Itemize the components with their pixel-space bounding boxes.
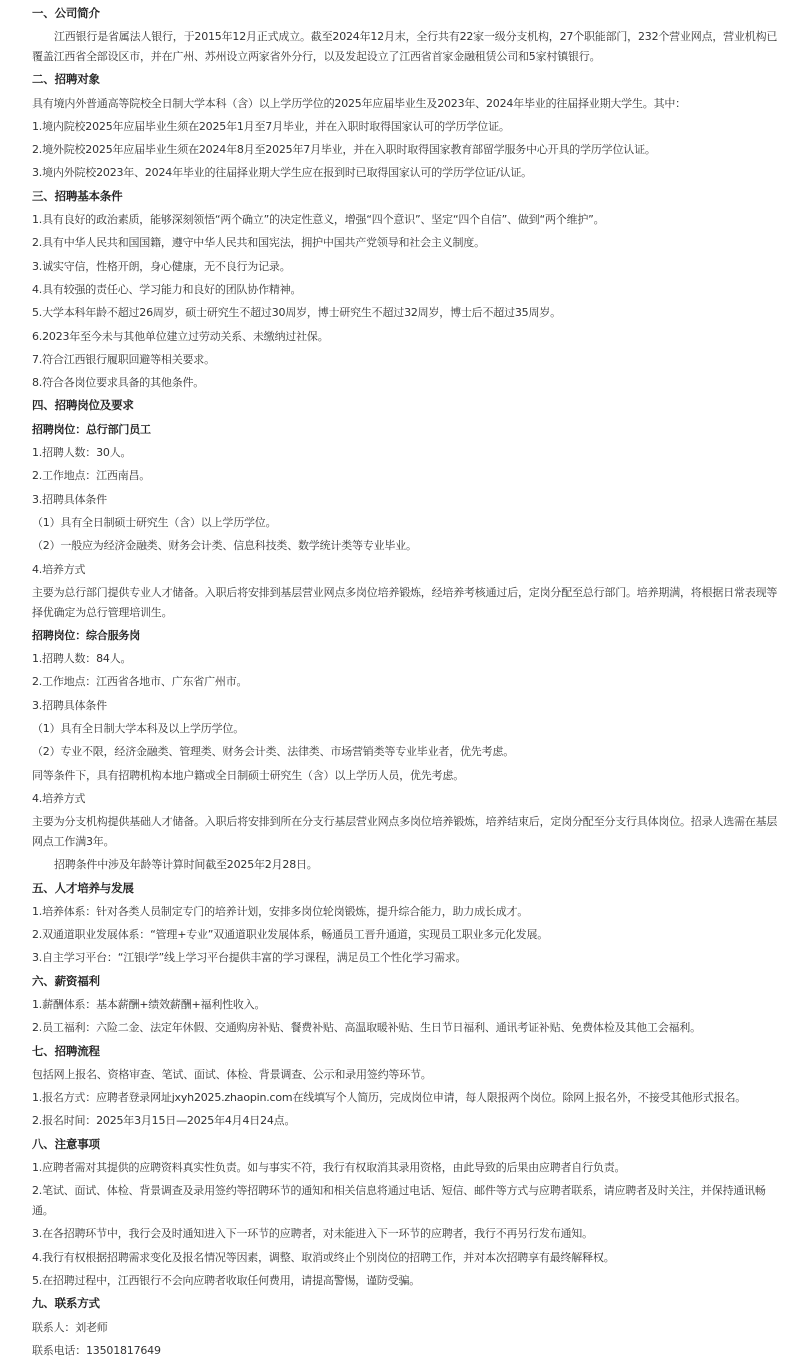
process-item: 2.报名时间：2025年3月15日—2025年4月4日24点。 xyxy=(32,1114,296,1128)
requirement-item: 5.大学本科年龄不超过26周岁，硕士研究生不超过30周岁，博士研究生不超过32周岁，博士后不超过35周岁。 xyxy=(32,306,561,320)
position-location: 2.工作地点：江西南昌。 xyxy=(32,469,151,483)
position-conditions-label: 3.招聘具体条件 xyxy=(32,492,107,506)
requirement-item: 7.符合江西银行履职回避等相关要求。 xyxy=(32,352,215,366)
position-condition-item: （1）具有全日制硕士研究生（含）以上学历学位。 xyxy=(32,515,277,529)
target-item: 1.境内院校2025年应届毕业生须在2025年1月至7月毕业，并在入职时取得国家认可的学历学位证。 xyxy=(32,119,510,133)
requirement-item: 4.具有较强的责任心、学习能力和良好的团队协作精神。 xyxy=(32,282,302,296)
development-item: 1.培养体系：针对各类人员制定专门的培养计划，安排多岗位轮岗锻炼，提升综合能力，助力成长成才。 xyxy=(32,904,529,918)
position-training-label: 4.培养方式 xyxy=(32,791,86,805)
position-condition-item: （2）一般应为经济金融类、财务会计类、信息科技类、数学统计类等专业毕业。 xyxy=(32,539,417,553)
section-title-positions: 四、招聘岗位及要求 xyxy=(32,398,134,413)
position-training-text: 主要为分支机构提供基础人才储备。入职后将安排到所在分支行基层营业网点多岗位培养锻炼，培养结束后，定岗分配至分支行具体岗位。招录人选需在基层网点工作满3年。 xyxy=(32,815,778,849)
process-item: 1.报名方式：应聘者登录网址jxyh2025.zhaopin.com在线填写个人简历，完成岗位申请，每人限报两个岗位。除网上报名外，不接受其他形式报名。 xyxy=(32,1091,747,1105)
section-title-salary-benefits: 六、薪资福利 xyxy=(32,973,100,988)
position-condition-item: （1）具有全日制大学本科及以上学历学位。 xyxy=(32,722,244,736)
position-location: 2.工作地点：江西省各地市、广东省广州市。 xyxy=(32,675,248,689)
notice-item: 5.在招聘过程中，江西银行不会向应聘者收取任何费用，请提高警惕，谨防受骗。 xyxy=(32,1273,421,1287)
position-training-label: 4.培养方式 xyxy=(32,562,86,576)
notice-item: 2.笔试、面试、体检、背景调查及录用签约等招聘环节的通知和相关信息将通过电话、短信、邮件等方式与应聘者联系，请应聘者及时关注，并保持通讯畅通。 xyxy=(32,1184,766,1218)
requirement-item: 6.2023年至今未与其他单位建立过劳动关系、未缴纳过社保。 xyxy=(32,329,329,343)
development-item: 2.双通道职业发展体系：“管理+专业”双通道职业发展体系，畅通员工晋升通道，实现员工职业多元化发展。 xyxy=(32,928,549,942)
target-item: 2.境外院校2025年应届毕业生须在2024年8月至2025年7月毕业，并在入职时取得国家教育部留学服务中心开具的学历学位认证。 xyxy=(32,143,656,157)
position-title-head-office: 招聘岗位：总行部门员工 xyxy=(32,422,151,436)
notice-item: 1.应聘者需对其提供的应聘资料真实性负责。如与事实不符，我行有权取消其录用资格，由此导致的后果由应聘者自行负责。 xyxy=(32,1161,626,1175)
contact-person: 联系人：刘老师 xyxy=(32,1320,108,1334)
target-item: 3.境内外院校2023年、2024年毕业的往届择业期大学生应在报到时已取得国家认可的学历学位证/认证。 xyxy=(32,166,532,180)
position-title-general-service: 招聘岗位：综合服务岗 xyxy=(32,628,140,642)
position-condition-item: （2）专业不限，经济金融类、管理类、财务会计类、法律类、市场营销类等专业毕业者，优先考虑。 xyxy=(32,745,514,759)
section-title-basic-requirements: 三、招聘基本条件 xyxy=(32,188,123,203)
notice-item: 3.在各招聘环节中，我行会及时通知进入下一环节的应聘者，对未能进入下一环节的应聘者，我行不再另行发布通知。 xyxy=(32,1227,593,1241)
position-training-text: 主要为总行部门提供专业人才储备。入职后将安排到基层营业网点多岗位培养锻炼，经培养考核通过后，定岗分配至总行部门。培养期满，将根据日常表现等择优确定为总行管理培训生。 xyxy=(32,585,778,619)
requirement-item: 1.具有良好的政治素质，能够深刻领悟“两个确立”的决定性意义，增强“四个意识”、坚定“四个自信”、做到“两个维护”。 xyxy=(32,213,605,227)
notice-item: 4.我行有权根据招聘需求变化及报名情况等因素，调整、取消或终止个别岗位的招聘工作，并对本次招聘享有最终解释权。 xyxy=(32,1250,615,1264)
section-title-talent-development: 五、人才培养与发展 xyxy=(32,880,134,895)
section-title-recruitment-process: 七、招聘流程 xyxy=(32,1043,100,1058)
requirement-item: 8.符合各岗位要求具备的其他条件。 xyxy=(32,376,205,390)
position-condition-item: 同等条件下，具有招聘机构本地户籍或全日制硕士研究生（含）以上学历人员，优先考虑。 xyxy=(32,768,464,782)
process-intro: 包括网上报名、资格审查、笔试、面试、体检、背景调查、公示和录用签约等环节。 xyxy=(32,1067,432,1081)
development-item: 3.自主学习平台：“江银i学”线上学习平台提供丰富的学习课程，满足员工个性化学习需求。 xyxy=(32,951,467,965)
target-intro: 具有境内外普通高等院校全日制大学本科（含）以上学历学位的2025年应届毕业生及2023年、2024年毕业的往届择业期大学生。其中： xyxy=(32,96,686,110)
position-headcount: 1.招聘人数：84人。 xyxy=(32,652,132,666)
section-title-company-intro: 一、公司简介 xyxy=(32,6,100,20)
section-title-notices: 八、注意事项 xyxy=(32,1136,100,1151)
age-calculation-note: 招聘条件中涉及年龄等计算时间截至2025年2月28日。 xyxy=(54,858,318,872)
requirement-item: 3.诚实守信，性格开朗，身心健康，无不良行为记录。 xyxy=(32,259,291,273)
section-title-recruitment-target: 二、招聘对象 xyxy=(32,72,100,87)
position-conditions-label: 3.招聘具体条件 xyxy=(32,698,107,712)
benefit-item: 1.薪酬体系：基本薪酬+绩效薪酬+福利性收入。 xyxy=(32,997,266,1011)
benefit-item: 2.员工福利：六险二金、法定年休假、交通购房补贴、餐费补贴、高温取暖补贴、生日节日福利、通讯考证补贴、免费体检及其他工会福利。 xyxy=(32,1021,701,1035)
position-headcount: 1.招聘人数：30人。 xyxy=(32,446,132,460)
company-intro-paragraph: 江西银行是省属法人银行，于2015年12月正式成立。截至2024年12月末，全行共有22家一级分支机构，27个职能部门，232个营业网点，营业机构已覆盖江西省全部设区市，并在广州、苏州设立两家省外分行，以及发起设立了江西省首家金融租赁公司和5家村镇银行。 xyxy=(32,30,778,64)
requirement-item: 2.具有中华人民共和国国籍，遵守中华人民共和国宪法，拥护中国共产党领导和社会主义制度。 xyxy=(32,236,485,250)
contact-phone: 联系电话：13501817649 xyxy=(32,1343,161,1357)
section-title-contact: 九、联系方式 xyxy=(32,1296,100,1311)
